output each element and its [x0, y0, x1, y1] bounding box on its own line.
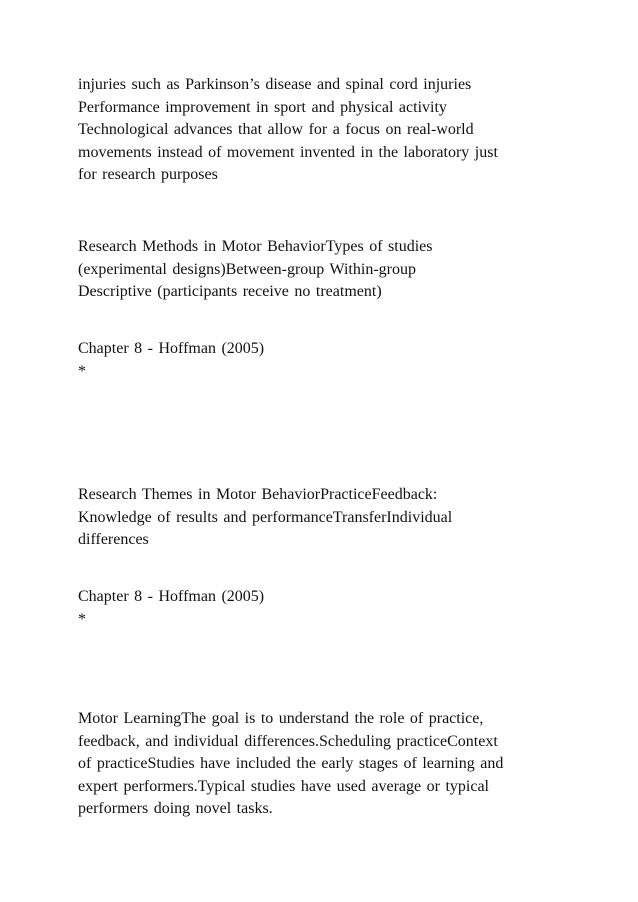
text-line: feedback, and individual differences.Scheduling practiceContext — [78, 732, 498, 750]
text-line: injuries such as Parkinson’s disease and spinal cord injuries — [78, 76, 472, 93]
text-line: Research Themes in Motor BehaviorPracticeFeedback: — [78, 486, 438, 503]
text-line: Technological advances that allow for a focus on real-world — [78, 121, 474, 139]
paragraph-research-themes — [78, 484, 452, 552]
text-line: movements instead of movement invented in the laboratory just — [78, 143, 498, 161]
text-line: Performance improvement in sport and physical activity — [78, 98, 447, 116]
asterisk-marker: * — [78, 610, 86, 628]
text-line: performers doing novel tasks. — [78, 800, 273, 818]
citation-text: Chapter 8 - Hoffman (2005) — [78, 340, 265, 357]
paragraph-injuries-and-advances — [78, 74, 498, 187]
text-line: Research Methods in Motor BehaviorTypes of studies — [78, 238, 433, 255]
text-line: for research purposes — [78, 166, 218, 184]
text-line: expert performers.Typical studies have used average or typical — [78, 777, 489, 795]
text-line: differences — [78, 531, 149, 549]
text-line: Descriptive (participants receive no treatment) — [78, 283, 382, 301]
paragraph-research-methods — [78, 236, 432, 304]
text-line: (experimental designs)Between-group Within-group — [78, 260, 416, 278]
asterisk-marker: * — [78, 362, 86, 380]
chapter-citation — [78, 586, 264, 631]
citation-text: Chapter 8 - Hoffman (2005) — [78, 588, 265, 605]
text-line: of practiceStudies have included the early stages of learning and — [78, 755, 504, 773]
text-line: Knowledge of results and performanceTransferIndividual — [78, 508, 453, 526]
paragraph-motor-learning — [78, 708, 503, 821]
chapter-citation — [78, 338, 264, 383]
text-line: Motor LearningThe goal is to understand the role of practice, — [78, 710, 484, 727]
